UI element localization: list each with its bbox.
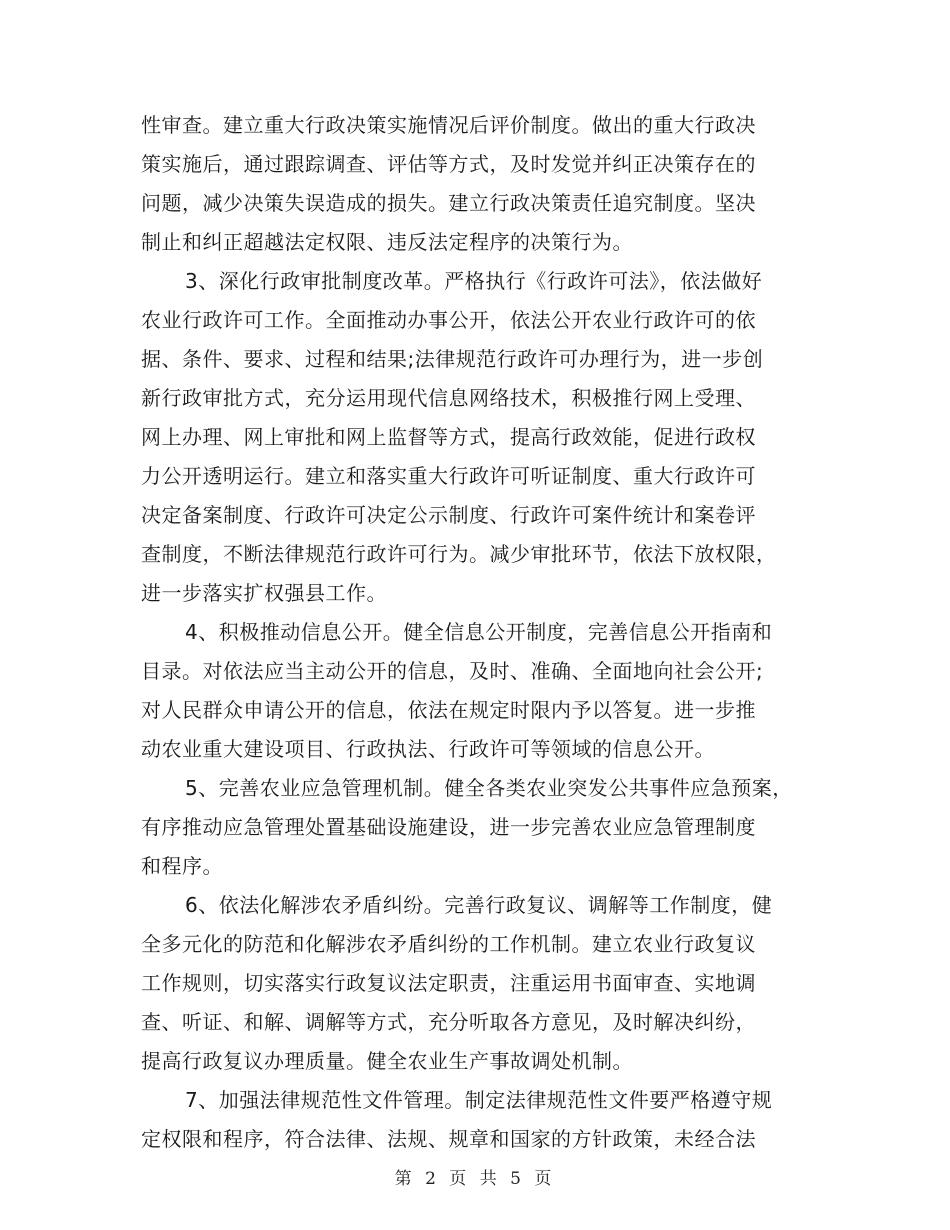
- text-line: 对人民群众申请公开的信息，依法在规定时限内予以答复。进一步推: [141, 698, 756, 722]
- text-line: 据、条件、要求、过程和结果;法律规范行政许可办理行为，进一步创: [141, 347, 764, 371]
- paragraph-start-line: 3、深化行政审批制度改革。严格执行《行政许可法》，依法做好: [185, 269, 763, 293]
- text-line: 新行政审批方式，充分运用现代信息网络技术，积极推行网上受理、: [141, 386, 756, 410]
- text-line: 问题，减少决策失误造成的损失。建立行政决策责任追究制度。坚决: [141, 191, 756, 215]
- text-line: 策实施后，通过跟踪调查、评估等方式，及时发觉并纠正决策存在的: [141, 152, 756, 176]
- text-line: 工作规则，切实落实行政复议法定职责，注重运用书面审查、实地调: [141, 971, 756, 995]
- text-line: 决定备案制度、行政许可决定公示制度、行政许可案件统计和案卷评: [141, 503, 756, 527]
- page-number-footer: 第 2 页 共 5 页: [394, 1169, 556, 1189]
- text-line: 查、听证、和解、调解等方式，充分听取各方意见，及时解决纠纷，: [141, 1010, 756, 1034]
- text-line: 目录。对依法应当主动公开的信息，及时、准确、全面地向社会公开;: [141, 659, 764, 683]
- text-line: 制止和纠正超越法定权限、违反法定程序的决策行为。: [141, 230, 633, 254]
- paragraph-start-line: 5、完善农业应急管理机制。健全各类农业突发公共事件应急预案，: [185, 776, 793, 800]
- text-line: 动农业重大建设项目、行政执法、行政许可等领域的信息公开。: [141, 737, 715, 761]
- paragraph-start-line: 6、依法化解涉农矛盾纠纷。完善行政复议、调解等工作制度，健: [185, 893, 773, 917]
- text-line: 进一步落实扩权强县工作。: [141, 581, 387, 605]
- paragraph-start-line: 7、加强法律规范性文件管理。制定法律规范性文件要严格遵守规: [185, 1088, 773, 1112]
- text-line: 定权限和程序，符合法律、法规、规章和国家的方针政策，未经合法: [141, 1127, 756, 1151]
- text-line: 和程序。: [141, 854, 223, 878]
- text-line: 农业行政许可工作。全面推动办事公开，依法公开农业行政许可的依: [141, 308, 756, 332]
- paragraph-start-line: 4、积极推动信息公开。健全信息公开制度，完善信息公开指南和: [185, 620, 773, 644]
- text-line: 力公开透明运行。建立和落实重大行政许可听证制度、重大行政许可: [141, 464, 756, 488]
- text-line: 有序推动应急管理处置基础设施建设，进一步完善农业应急管理制度: [141, 815, 756, 839]
- text-line: 性审查。建立重大行政决策实施情况后评价制度。做出的重大行政决: [141, 113, 756, 137]
- text-line: 网上办理、网上审批和网上监督等方式，提高行政效能，促进行政权: [141, 425, 756, 449]
- text-line: 查制度，不断法律规范行政许可行为。减少审批环节，依法下放权限，: [141, 542, 777, 566]
- text-line: 提高行政复议办理质量。健全农业生产事故调处机制。: [141, 1049, 633, 1073]
- text-line: 全多元化的防范和化解涉农矛盾纠纷的工作机制。建立农业行政复议: [141, 932, 756, 956]
